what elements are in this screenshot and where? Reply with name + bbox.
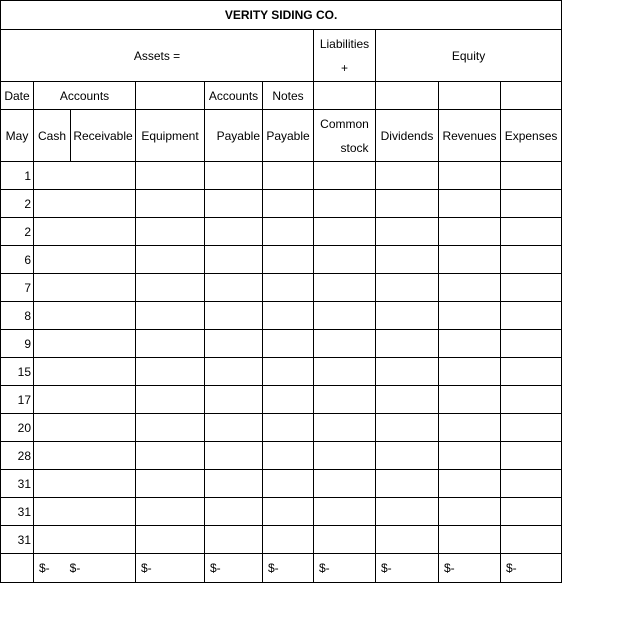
entry-cell[interactable] [314,218,376,246]
notes-payable-total: $- [263,554,314,583]
dividends-header: Dividends [376,110,439,162]
transaction-row [1,386,562,414]
equity-header: Equity [376,30,562,82]
revenues-total: $- [439,554,501,583]
entry-cell[interactable] [263,190,314,218]
column-header-row-2 [1,110,562,162]
entry-cell[interactable] [136,162,205,190]
entry-cell[interactable] [501,274,562,302]
date-cell: 31 [1,526,34,554]
transaction-row [1,190,562,218]
entry-cell[interactable] [263,386,314,414]
column-header-row-1 [1,82,562,110]
company-title: VERITY SIDING CO. [1,1,562,30]
cash-receivable-totals [34,554,136,583]
entry-cell[interactable] [439,414,501,442]
entry-cell[interactable] [205,386,263,414]
entry-cell[interactable] [263,442,314,470]
entry-cell[interactable] [376,358,439,386]
entry-cell[interactable] [34,470,136,498]
totals-row [1,554,562,583]
entry-cell[interactable] [34,274,136,302]
cash-total: $- [39,561,50,575]
entry-cell[interactable] [34,330,136,358]
transaction-row [1,246,562,274]
entry-cell[interactable] [439,162,501,190]
entry-cell[interactable] [501,302,562,330]
empty-header-cell [439,82,501,110]
entry-cell[interactable] [34,190,136,218]
entry-cell[interactable] [439,498,501,526]
date-cell: 31 [1,470,34,498]
entry-cell[interactable] [205,330,263,358]
entry-cell[interactable] [314,330,376,358]
common-stock-header: Common stock [314,110,376,162]
liabilities-header: Liabilities + [314,30,376,82]
entry-cell[interactable] [136,302,205,330]
entry-cell[interactable] [439,302,501,330]
empty-header-cell [376,82,439,110]
notes-payable-header-top: Notes [263,82,314,110]
entry-cell[interactable] [263,330,314,358]
date-cell: 8 [1,302,34,330]
entry-cell[interactable] [34,498,136,526]
entry-cell[interactable] [439,274,501,302]
date-header: Date [1,82,34,110]
entry-cell[interactable] [34,218,136,246]
entry-cell[interactable] [136,190,205,218]
transaction-row [1,470,562,498]
date-cell: 28 [1,442,34,470]
entry-cell[interactable] [314,414,376,442]
entry-cell[interactable] [501,190,562,218]
entry-cell[interactable] [314,190,376,218]
entry-cell[interactable] [314,526,376,554]
entry-cell[interactable] [263,246,314,274]
entry-cell[interactable] [501,526,562,554]
date-cell: 31 [1,498,34,526]
entry-cell[interactable] [376,526,439,554]
entry-cell[interactable] [263,302,314,330]
entry-cell[interactable] [314,442,376,470]
entry-cell[interactable] [439,190,501,218]
entry-cell[interactable] [501,218,562,246]
entry-cell[interactable] [439,470,501,498]
transaction-row [1,526,562,554]
date-cell: 1 [1,162,34,190]
entry-cell[interactable] [205,358,263,386]
entry-cell[interactable] [376,190,439,218]
equipment-total: $- [136,554,205,583]
entry-cell[interactable] [136,414,205,442]
entry-cell[interactable] [439,526,501,554]
entry-cell[interactable] [205,414,263,442]
transaction-row [1,498,562,526]
receivable-header: Receivable [71,110,136,162]
month-header: May [1,110,34,162]
date-cell: 9 [1,330,34,358]
empty-header-cell [501,82,562,110]
entry-cell[interactable] [314,246,376,274]
entry-cell[interactable] [263,358,314,386]
entry-cell[interactable] [263,414,314,442]
entry-cell[interactable] [136,498,205,526]
entry-cell[interactable] [439,442,501,470]
entry-cell[interactable] [501,442,562,470]
empty-header-cell [136,82,205,110]
entry-cell[interactable] [34,386,136,414]
entry-cell[interactable] [376,442,439,470]
entry-cell[interactable] [205,162,263,190]
entry-cell[interactable] [205,526,263,554]
entry-cell[interactable] [205,190,263,218]
entry-cell[interactable] [263,470,314,498]
entry-cell[interactable] [263,218,314,246]
entry-cell[interactable] [136,274,205,302]
entry-cell[interactable] [314,302,376,330]
entry-cell[interactable] [376,386,439,414]
entry-cell[interactable] [314,274,376,302]
entry-cell[interactable] [376,302,439,330]
dividends-total: $- [376,554,439,583]
transaction-row [1,302,562,330]
date-cell: 6 [1,246,34,274]
expenses-total: $- [501,554,562,583]
entry-cell[interactable] [34,302,136,330]
transaction-row [1,358,562,386]
entry-cell[interactable] [263,274,314,302]
entry-cell[interactable] [376,274,439,302]
entry-cell[interactable] [376,498,439,526]
equipment-header: Equipment [136,110,205,162]
empty-header-cell [314,82,376,110]
entry-cell[interactable] [205,498,263,526]
entry-cell[interactable] [314,498,376,526]
entry-cell[interactable] [501,386,562,414]
entry-cell[interactable] [34,246,136,274]
entry-cell[interactable] [376,218,439,246]
entry-cell[interactable] [376,470,439,498]
transaction-row [1,414,562,442]
entry-cell[interactable] [136,330,205,358]
entry-cell[interactable] [501,470,562,498]
entry-cell[interactable] [34,526,136,554]
transaction-row [1,442,562,470]
entry-cell[interactable] [314,358,376,386]
entry-cell[interactable] [439,218,501,246]
accounts-payable-header-top: Accounts [205,82,263,110]
entry-cell[interactable] [501,246,562,274]
entry-cell[interactable] [376,162,439,190]
entry-cell[interactable] [314,162,376,190]
entry-cell[interactable] [34,358,136,386]
accounts-payable-header: Payable [205,110,263,162]
entry-cell[interactable] [263,498,314,526]
entry-cell[interactable] [501,498,562,526]
entry-cell[interactable] [136,218,205,246]
entry-cell[interactable] [314,470,376,498]
notes-payable-header: Payable [263,110,314,162]
entry-cell[interactable] [501,330,562,358]
entry-cell[interactable] [501,162,562,190]
entry-cell[interactable] [501,414,562,442]
date-cell: 17 [1,386,34,414]
transaction-row [1,162,562,190]
entry-cell[interactable] [136,470,205,498]
date-cell: 7 [1,274,34,302]
entry-cell[interactable] [263,526,314,554]
entry-cell[interactable] [136,358,205,386]
entry-cell[interactable] [376,414,439,442]
entry-cell[interactable] [205,274,263,302]
group-header-row [1,30,562,82]
entry-cell[interactable] [34,162,136,190]
title-row [1,1,562,30]
entry-cell[interactable] [136,442,205,470]
entry-cell[interactable] [501,358,562,386]
entry-cell[interactable] [205,470,263,498]
expenses-header: Expenses [501,110,562,162]
entry-cell[interactable] [34,442,136,470]
cash-header: Cash [34,110,71,162]
entry-cell[interactable] [34,414,136,442]
entry-cell[interactable] [136,526,205,554]
assets-header: Assets = [1,30,314,82]
entry-cell[interactable] [439,330,501,358]
entry-cell[interactable] [314,386,376,414]
entry-cell[interactable] [136,386,205,414]
entry-cell[interactable] [439,386,501,414]
transaction-row [1,274,562,302]
transaction-row [1,330,562,358]
entry-cell[interactable] [205,218,263,246]
entry-cell[interactable] [376,330,439,358]
accounts-payable-total: $- [205,554,263,583]
date-cell: 2 [1,190,34,218]
entry-cell[interactable] [205,442,263,470]
entry-cell[interactable] [136,246,205,274]
entry-cell[interactable] [205,246,263,274]
entry-cell[interactable] [263,162,314,190]
common-stock-total: $- [314,554,376,583]
date-cell: 20 [1,414,34,442]
date-cell: 15 [1,358,34,386]
totals-label-cell [1,554,34,583]
date-cell: 2 [1,218,34,246]
accounts-receivable-header-top: Accounts [34,82,136,110]
receivable-total: $- [69,561,81,575]
entry-cell[interactable] [439,358,501,386]
entry-cell[interactable] [439,246,501,274]
entry-cell[interactable] [376,246,439,274]
revenues-header: Revenues [439,110,501,162]
entry-cell[interactable] [205,302,263,330]
transaction-row [1,218,562,246]
